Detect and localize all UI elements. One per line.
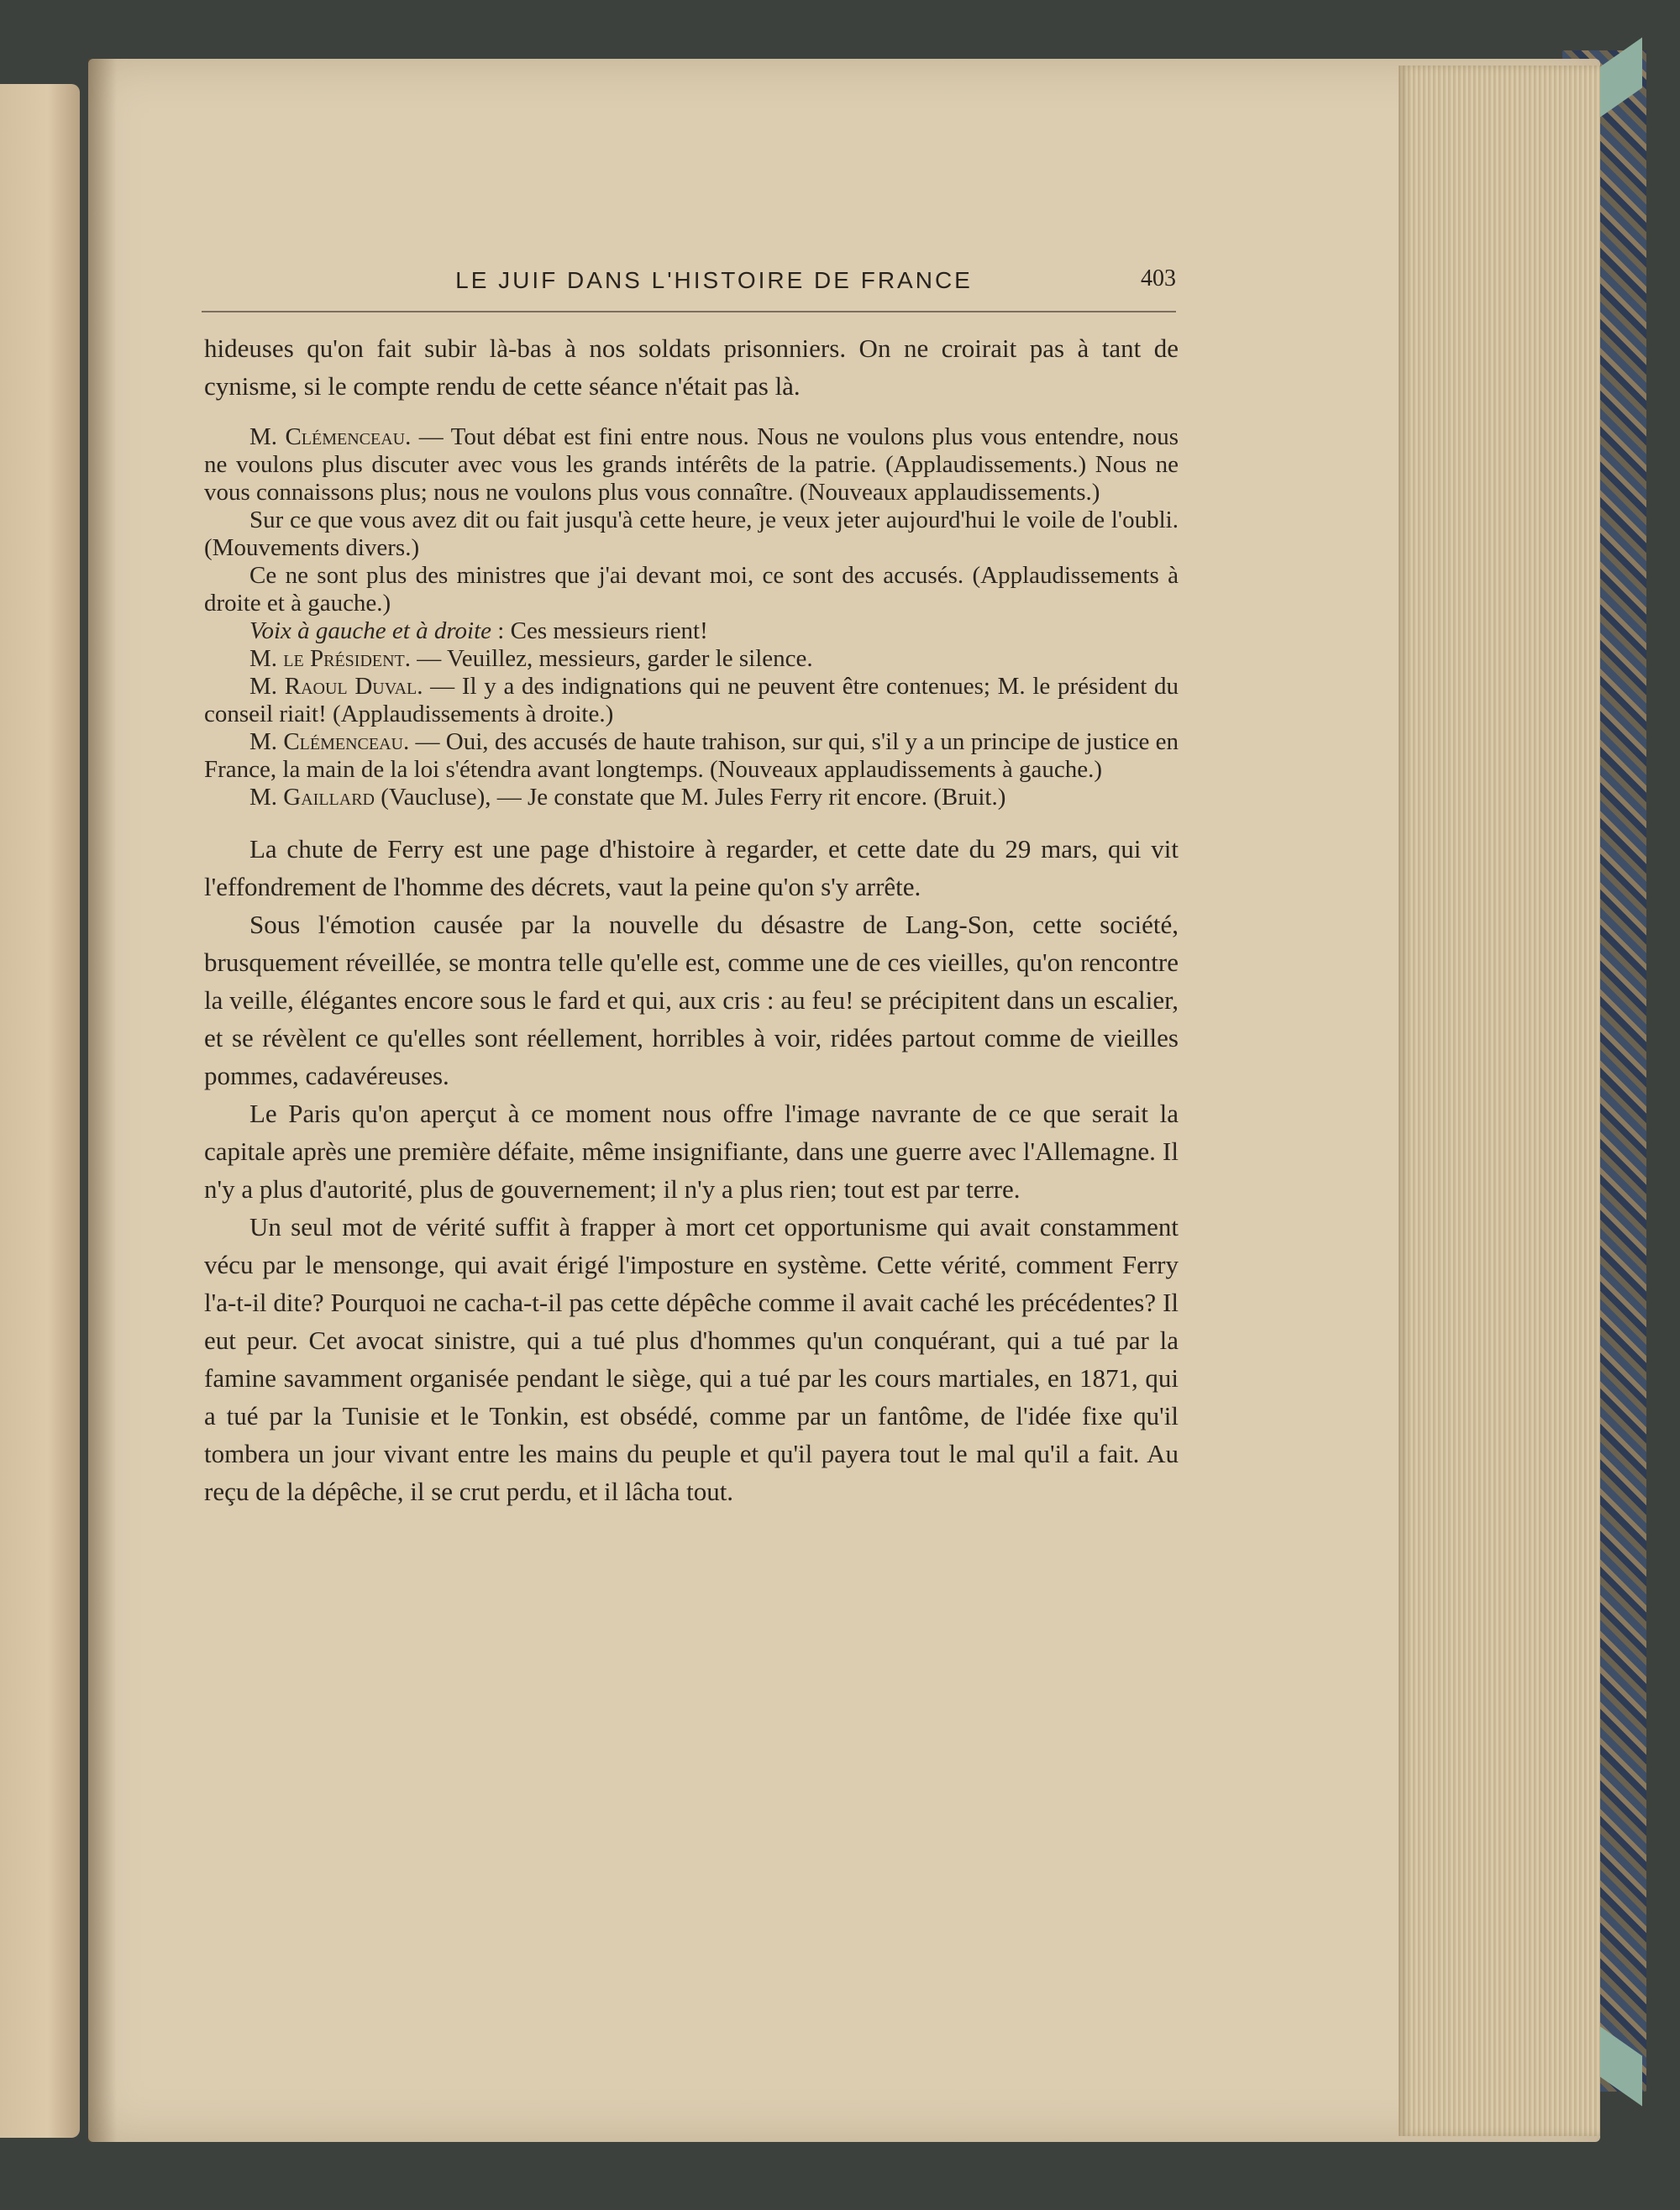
page-number: 403 xyxy=(1141,265,1176,291)
paragraph-opening: hideuses qu'on fait subir là-bas à nos soldats prisonniers. On ne croirait pas à tant de cynisme, si le compte rendu de cette séance n'était pas là. xyxy=(204,333,1179,401)
paragraph: Sous l'émotion causée par la nouvelle du désastre de Lang-Son, cette société, brusquement réveillée, se montra telle qu'elle est, comme une de ces vieilles, qu'on rencontre la veille, élégantes encore sous le fard et qui, aux cris : au feu! se précipitent dans un escalier, et se révèlent ce qu'elles sont réellement, horribles à voir, ridées partout comme de vieilles pommes, cadavéreuses. xyxy=(204,910,1179,1090)
speaker-name: M. Raoul Duval. xyxy=(249,673,423,700)
page-stack-edge xyxy=(1399,66,1600,2136)
debate-line xyxy=(204,784,1179,811)
speech-text: — Oui, des accusés de haute trahison, sur qui, s'il y a un principe de justice en France, la main de la loi s'étendra avant longtemps. (Nouveaux applaudissements à gauche.) xyxy=(204,728,1179,783)
speech-text: — Il y a des indignations qui ne peuvent être contenues; M. le président du conseil riait! (Applaudissements à droite.) xyxy=(204,673,1179,727)
book-page xyxy=(88,59,1600,2142)
debate-line xyxy=(204,423,1179,507)
debate-line xyxy=(204,617,1179,645)
debate-line: Sur ce que vous avez dit ou fait jusqu'à cette heure, je veux jeter aujourd'hui le voile de l'oubli. (Mouvements divers.) xyxy=(204,507,1179,561)
running-header xyxy=(202,260,1176,312)
speech-text: : Ces messieurs rient! xyxy=(491,617,708,644)
speaker-name: Voix à gauche et à droite xyxy=(249,617,492,644)
speech-text: — Veuillez, messieurs, garder le silence. xyxy=(411,645,813,672)
paragraph: Un seul mot de vérité suffit à frapper à mort cet opportunisme qui avait constamment vécu par le mensonge, qui avait érigé l'imposture en système. Cette vérité, comment Ferry l'a-t-il dite? Pourquoi ne cacha-t-il pas cette dépêche comme il avait caché les précédentes? Il eut peur. Cet avocat sinistre, qui a tué plus d'hommes qu'un conquérant, qui a tué par la famine savamment organisée pendant le siège, qui a tué par les cours martiales, en 1871, qui a tué par la Tunisie et le Tonkin, est obsédé, comme par un fantôme, de l'idée fixe qu'il tombera un jour vivant entre les mains du peuple et qu'il payera tout le mal qu'il a fait. Au reçu de la dépêche, il se crut perdu, et il lâcha tout. xyxy=(204,1212,1179,1506)
speech-text: (Vaucluse), — Je constate que M. Jules Ferry rit encore. (Bruit.) xyxy=(375,784,1006,811)
paragraph: Le Paris qu'on aperçut à ce moment nous offre l'image navrante de ce que serait la capitale après une première défaite, même insignifiante, dans une guerre avec l'Allemagne. Il n'y a plus d'autorité, plus de gouvernement; il n'y a plus rien; tout est par terre. xyxy=(204,1099,1179,1204)
speaker-name: M. Gaillard xyxy=(249,784,375,811)
debate-line xyxy=(204,645,1179,673)
speaker-name: M. Clémenceau. xyxy=(249,728,410,755)
facing-page-edge xyxy=(0,84,80,2138)
page-gutter xyxy=(88,59,117,2142)
debate-line xyxy=(204,728,1179,784)
running-title: LE JUIF DANS L'HISTOIRE DE FRANCE xyxy=(455,267,973,293)
debate-line xyxy=(204,673,1179,728)
speaker-name: M. le Président. xyxy=(249,645,412,672)
page-text xyxy=(204,329,1179,1510)
speaker-name: M. Clémenceau. xyxy=(249,423,412,450)
speech-text: — Tout débat est fini entre nous. Nous ne voulons plus vous entendre, nous ne voulons plus discuter avec vous les grands intérêts de la patrie. (Applaudissements.) Nous ne vous connaissons plus; nous ne voulons plus vous connaître. (Nouveaux applaudissements.) xyxy=(204,423,1179,506)
debate-line: Ce ne sont plus des ministres que j'ai devant moi, ce sont des accusés. (Applaudissements à droite et à gauche.) xyxy=(204,562,1179,617)
paragraph: La chute de Ferry est une page d'histoire à regarder, et cette date du 29 mars, qui vit l'effondrement de l'homme des décrets, vaut la peine qu'on s'y arrête. xyxy=(204,834,1179,901)
